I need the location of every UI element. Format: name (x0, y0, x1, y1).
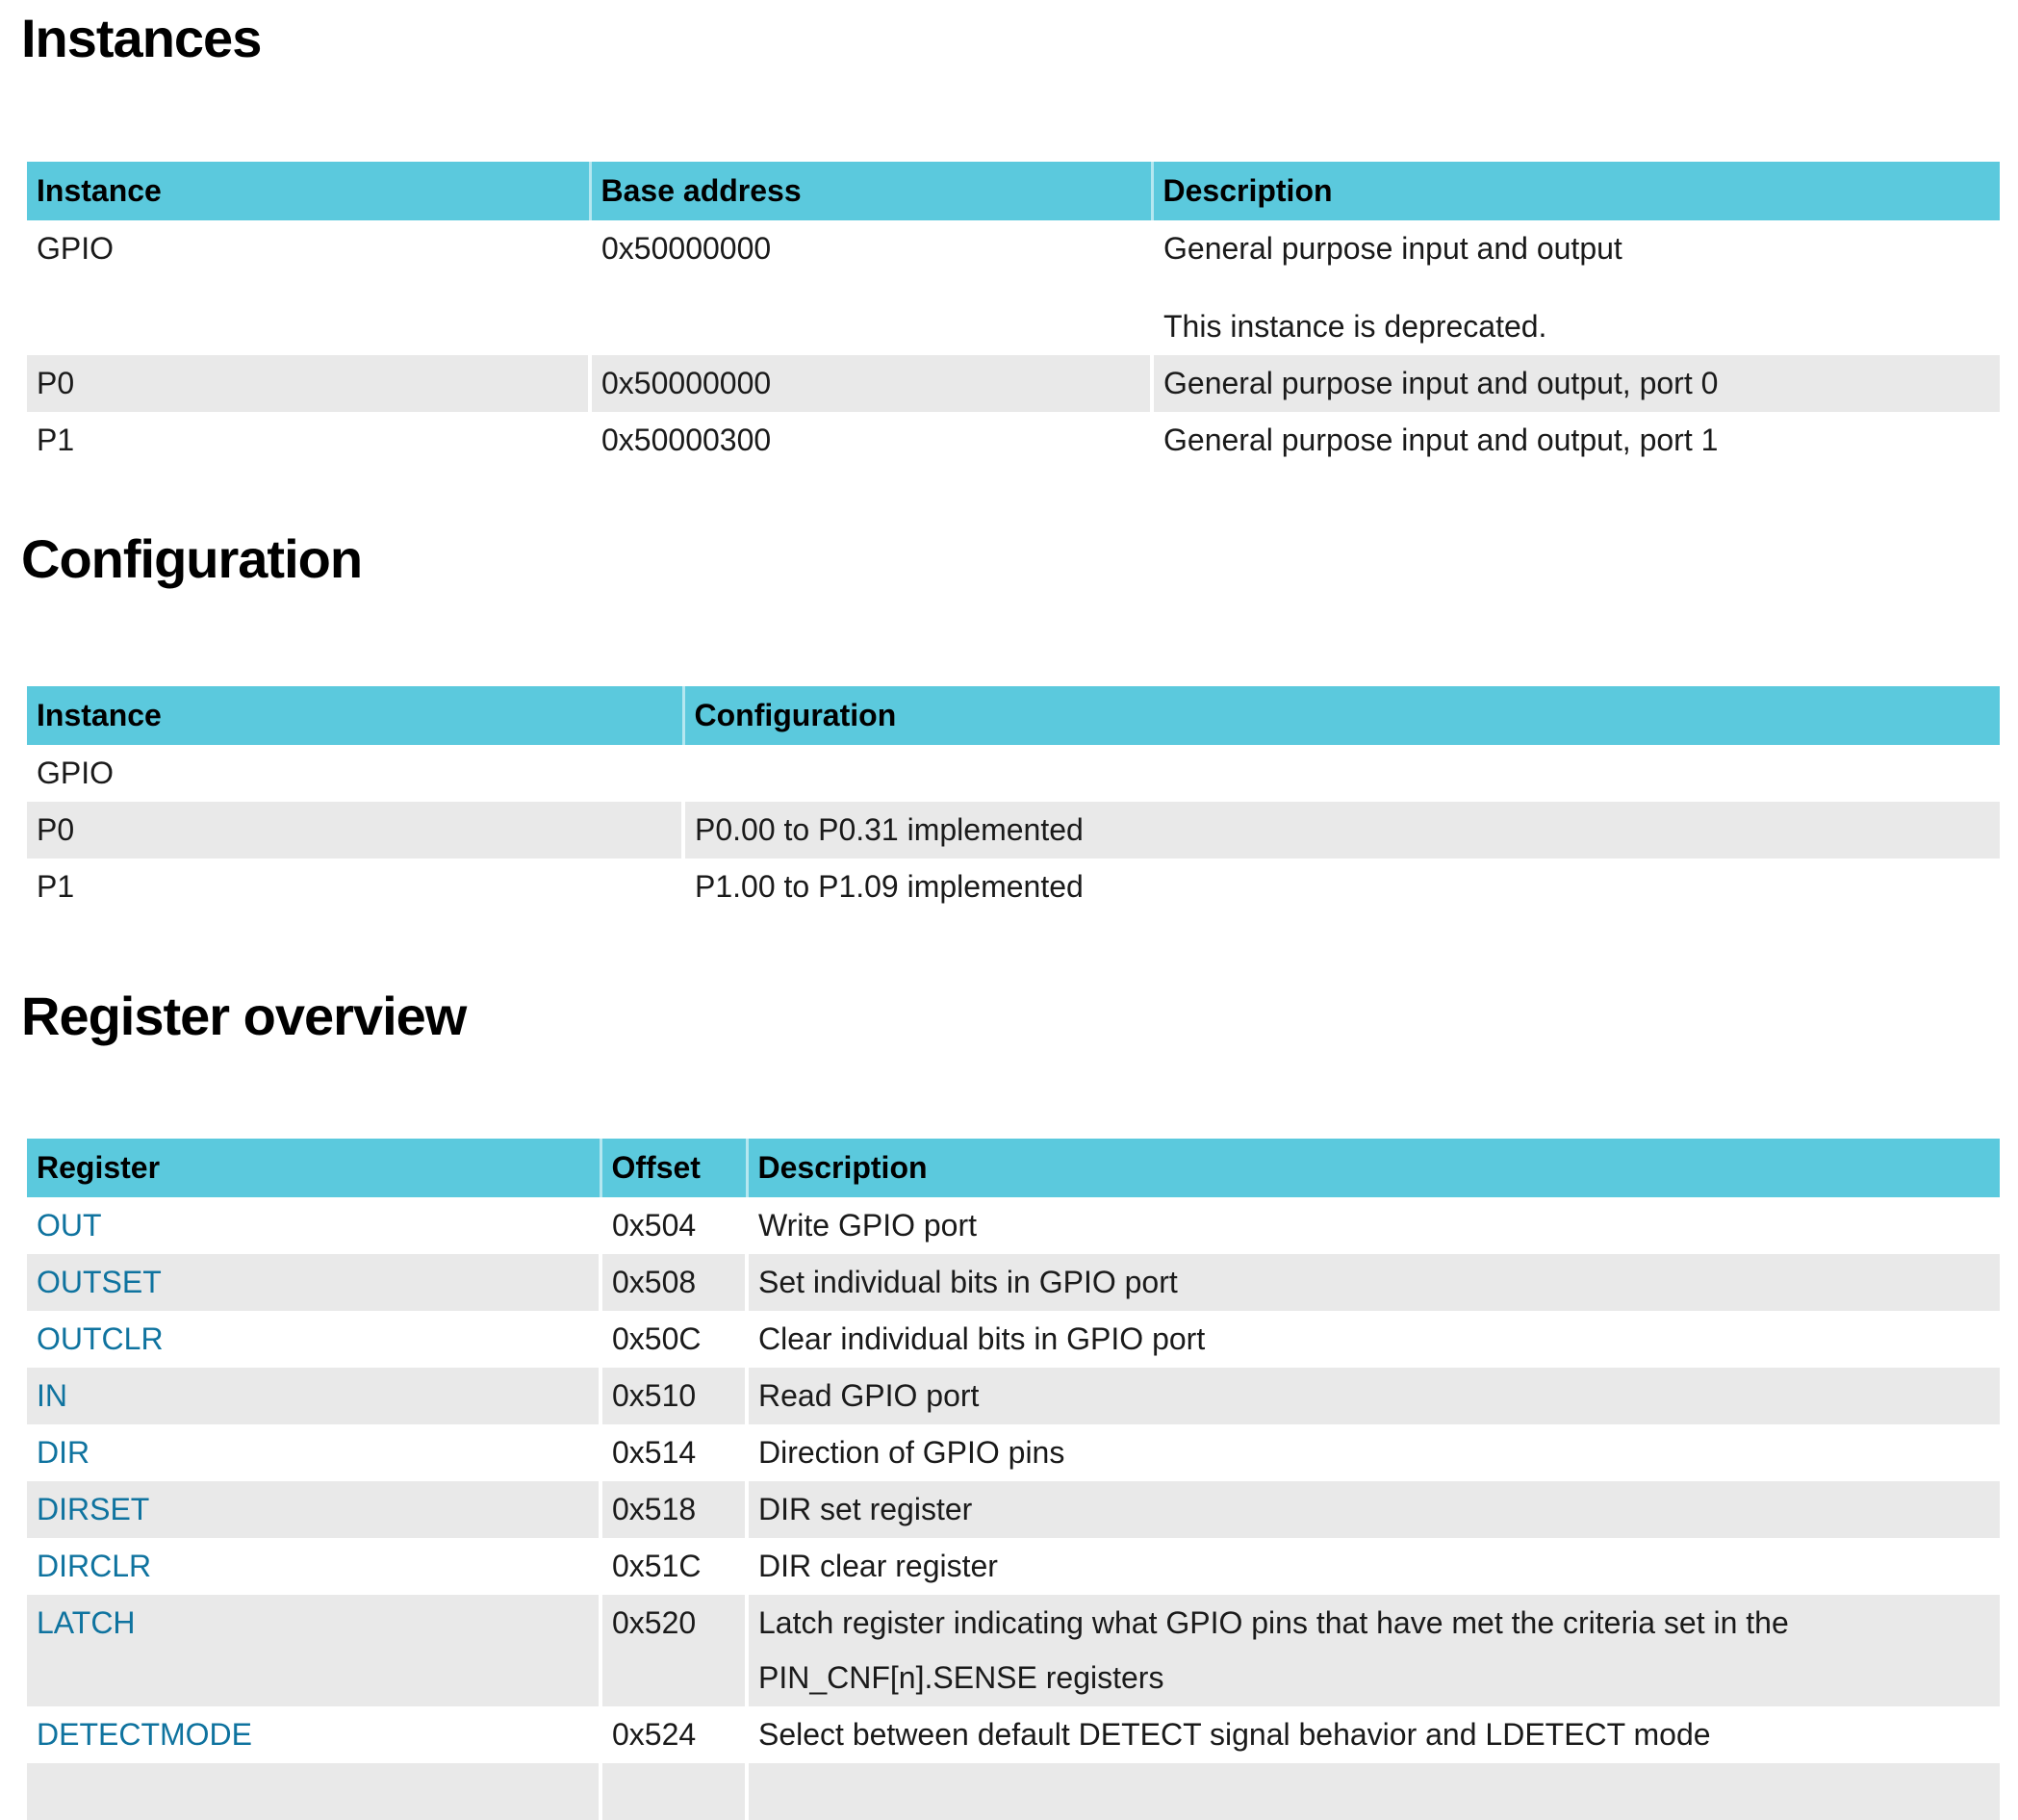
instance-name: GPIO (27, 745, 683, 802)
table-row (27, 859, 2000, 915)
header-cell-instance: Instance (27, 162, 590, 220)
register-description: DIR set register (747, 1481, 2000, 1538)
register-link-dirclr[interactable]: DIRCLR (37, 1549, 152, 1583)
header-cell-description: Description (747, 1139, 2000, 1197)
register-offset: 0x524 (600, 1706, 747, 1763)
header-cell-description: Description (1152, 162, 2000, 220)
configuration-table (27, 686, 2000, 915)
heading-register-overview: Register overview (21, 986, 467, 1046)
description-paragraph: General purpose input and output (1163, 231, 1622, 266)
header-cell-offset: Offset (600, 1139, 747, 1197)
register-link-outset[interactable]: OUTSET (37, 1265, 162, 1299)
register-link-in[interactable]: IN (37, 1378, 67, 1413)
table-row (27, 745, 2000, 802)
register-description: Latch register indicating what GPIO pins that have met the criteria set in the PIN_CNF[n].SENSE registers (747, 1595, 2000, 1706)
base-address: 0x50000300 (590, 412, 1152, 469)
table-row (27, 1254, 2000, 1311)
table-row (27, 1706, 2000, 1763)
register-description: Clear individual bits in GPIO port (758, 1321, 1206, 1356)
instance-description: General purpose input and output, port 0 (1152, 355, 2000, 412)
register-offset: 0x510 (600, 1368, 747, 1424)
register-link-latch[interactable]: LATCH (37, 1605, 136, 1640)
instance-name: P1 (27, 859, 683, 915)
register-link-outclr[interactable]: OUTCLR (37, 1321, 164, 1356)
register-offset: 0x50C (600, 1311, 747, 1368)
register-link-dirset[interactable]: DIRSET (37, 1492, 150, 1526)
instances-table (27, 162, 2000, 469)
register-description: Set individual bits in GPIO port (747, 1254, 2000, 1311)
register-description: Select between default DETECT signal behavior and LDETECT mode (758, 1717, 1711, 1752)
table-row (27, 1197, 2000, 1254)
table-header-row (27, 1139, 2000, 1197)
register-link-out[interactable]: OUT (37, 1208, 102, 1243)
register-offset: 0x518 (600, 1481, 747, 1538)
table-row (27, 1538, 2000, 1595)
header-cell-register: Register (27, 1139, 600, 1197)
instance-name: GPIO (27, 220, 590, 355)
table-row (27, 1424, 2000, 1481)
base-address: 0x50000000 (590, 220, 1152, 355)
heading-configuration: Configuration (21, 528, 363, 589)
instance-configuration: P1.00 to P1.09 implemented (695, 869, 1084, 904)
table-row (27, 1481, 2000, 1538)
register-offset: 0x504 (600, 1197, 747, 1254)
table-header-row (27, 162, 2000, 220)
instance-description: General purpose input and output, port 1 (1163, 423, 1719, 457)
base-address: 0x50000000 (590, 355, 1152, 412)
instance-name: P1 (27, 412, 590, 469)
header-cell-base-address: Base address (590, 162, 1152, 220)
table-row (27, 220, 2000, 355)
register-offset: 0x514 (600, 1424, 747, 1481)
table-row (27, 1368, 2000, 1424)
table-header-row (27, 686, 2000, 745)
register-link-detectmode[interactable]: DETECTMODE (37, 1717, 252, 1752)
header-cell-configuration: Configuration (683, 686, 2000, 745)
register-description: Read GPIO port (747, 1368, 2000, 1424)
instance-configuration (683, 745, 2000, 802)
register-offset: 0x508 (600, 1254, 747, 1311)
table-row (27, 412, 2000, 469)
header-cell-instance: Instance (27, 686, 683, 745)
register-description: Write GPIO port (758, 1208, 978, 1243)
register-offset: 0x51C (600, 1538, 747, 1595)
instance-description (1152, 220, 2000, 355)
register-link-dir[interactable]: DIR (37, 1435, 90, 1470)
table-row (27, 802, 2000, 859)
register-description: DIR clear register (758, 1549, 998, 1583)
table-row (27, 1311, 2000, 1368)
register-offset: 0x520 (600, 1595, 747, 1706)
heading-instances: Instances (21, 8, 262, 68)
instance-name: P0 (27, 355, 590, 412)
register-description: Direction of GPIO pins (758, 1435, 1065, 1470)
table-row (27, 355, 2000, 412)
table-row (27, 1595, 2000, 1706)
instance-configuration: P0.00 to P0.31 implemented (683, 802, 2000, 859)
register-overview-table (27, 1139, 2000, 1820)
description-note: This instance is deprecated. (1163, 309, 1547, 344)
instance-name: P0 (27, 802, 683, 859)
